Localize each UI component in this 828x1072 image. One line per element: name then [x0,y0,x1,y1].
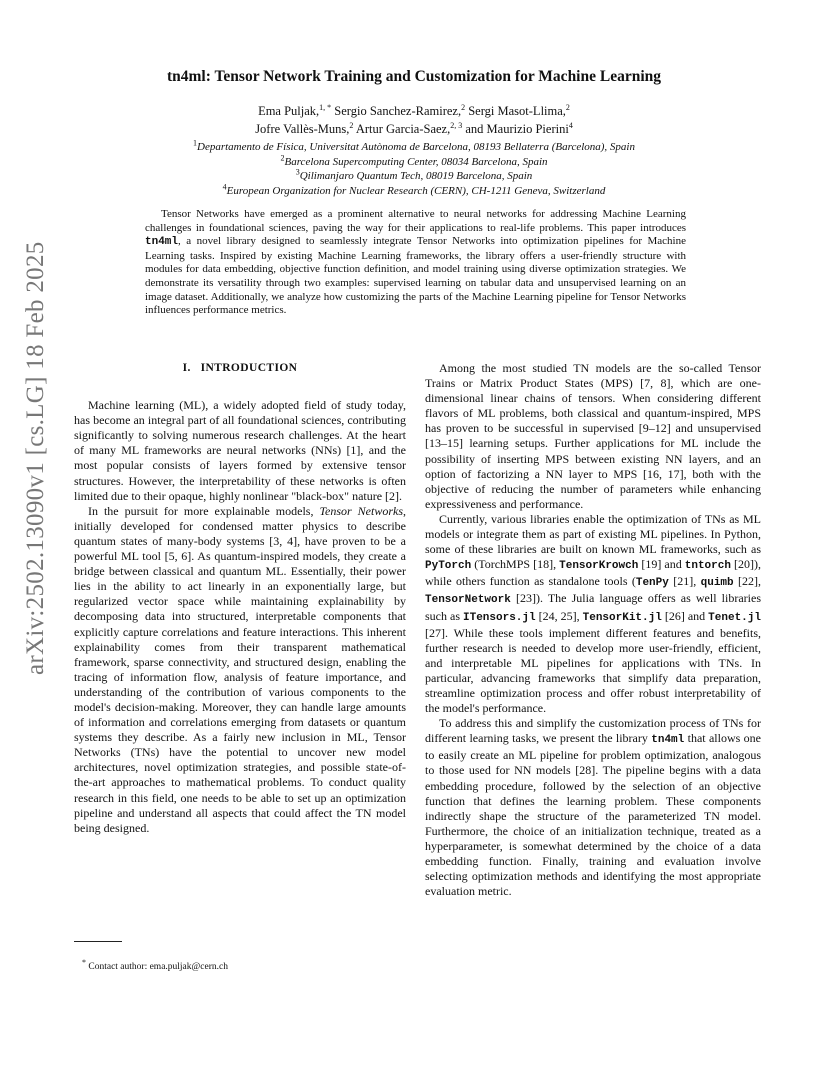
library-name: tntorch [684,560,731,573]
library-name: ITensors.jl [463,611,536,624]
author-affil-mark: 4 [568,120,573,130]
library-name: TenPy [635,577,669,590]
footnote: * Contact author: ema.puljak@cern.ch [82,957,228,972]
author-line-2 [80,120,748,138]
affiliation: $^1$Departamento de Física, Universitat Autònoma de Barcelona, 08193 Bellaterra (Barcelona), Spain [193,138,635,153]
author-affil-mark: 2, 3 [450,120,463,130]
library-name: tn4ml [651,734,685,747]
library-name: TensorNetwork [425,594,511,607]
author-name: and Maurizio Pierini [465,122,569,136]
paragraph: Machine learning (ML), a widely adopted field of study today, has become an integral part of all foundational sciences, contributing significantly to solving numerous research challenges. At the heart of many ML frameworks are neural networks (NNs) [1], and the most popular consists of layers formed by extensive tensor structures. However, the interpretability of these networks is often limited due to their opaque, highly nonlinear "black-box" nature [2]. [74,398,406,503]
author-affil-mark: 2 [349,120,354,130]
paper-title: tn4ml: Tensor Network Training and Customization for Machine Learning [166,68,662,85]
author-name: Ema Puljak, [258,104,320,118]
author-name: Sergi Masot-Llima, [468,104,566,118]
contact-author: Contact author: ema.puljak@cern.ch [88,962,228,972]
author-affil-mark: 2 [461,102,466,112]
arxiv-identifier: arXiv:2502.13090v1 [cs.LG] 18 Feb 2025 [22,241,49,675]
left-column [74,361,406,836]
library-name: PyTorch [425,560,472,573]
author-affil-mark: 1, * [319,102,332,112]
library-name: TensorKrowch [559,560,639,573]
author-affil-mark: 2 [565,102,570,112]
library-name: tn4ml [145,236,179,249]
library-name: Tenet.jl [708,611,761,624]
paragraph: Among the most studied TN models are the so-called Tensor Trains or Matrix Product States (MPS) [7, 8], which are one-dimensional linear chains of tensors. When considering different flavors of ML problems, both classical and quantum-inspired, MPS has proven to be successful in supervised [9–12] and unsupervised [13–15] learning setups. Further applications for ML include the possibility of inserting MPS between existing NN layers, and an option of factorizing a NN layer to MPS [16, 17], both with the objective of reducing the number of parameters while enhancing expressiveness and performance. [425,361,761,511]
abstract: Tensor Networks have emerged as a prominent alternative to neural networks for addressing Machine Learning challenges in foundational sciences, paving the way for their applications to real-life problems. This paper introduces tn4ml, a novel library designed to seamlessly integrate Tensor Networks into optimization pipelines for Machine Learning tasks. Inspired by existing Machine Learning frameworks, the library offers a user-friendly structure with modules for data embedding, objective function definition, and model training using diverse optimization strategies. We demonstrate its versatility through two examples: supervised learning on tabular data and unsupervised learning on an image dataset. Additionally, we analyze how customizing the parts of the Machine Learning pipeline for Tensor Networks influences performance metrics. [145,208,686,317]
footnote-divider [74,941,122,942]
paragraph: To address this and simplify the customization process of TNs for different learning tasks, we present the library tn4ml that allows one to easily create an ML pipeline for problem optimization, analogous to those used for NN models [28]. The pipeline begins with a data embedding procedure, followed by the selection of an objective function that defines the learning problem. These components indirectly shape the structure of the parameterized TN model. Furthermore, the choice of an initialization technique, treated as a hyperparameter, is somewhat determined by the choice of a data embedding function. Finally, training and evaluation involve selecting optimization methods and identifying the most appropriate evaluation metric. [425,716,762,899]
paragraph: Currently, various libraries enable the optimization of TNs as ML models or integrate them as part of existing ML pipelines. In Python, some of these libraries are built on known ML frameworks, such as PyTorch (TorchMPS [18], TensorKrowch [19] and tntorch [20]), while others function as standalone tools (TenPy [21], quimb [22], TensorNetwork [23]). The Julia language offers as well libraries such as ITensors.jl [24, 25], TensorKit.jl [26] and Tenet.jl [27]. While these tools implement different features and benefits, further research is needed to develop more user-friendly, efficient, and interpretable ML pipelines for applications with TNs. In particular, advancing frameworks that simplify data preparation, streamline optimization process and offer robust interpretability of the model's performance. [425,511,762,716]
affiliation: $^4$European Organization for Nuclear Research (CERN), CH-1211 Geneva, Switzerland [222,181,606,197]
library-name: quimb [700,577,734,590]
right-column [425,361,761,899]
library-name: TensorKit.jl [582,611,662,624]
author-name: Sergio Sanchez-Ramirez, [334,104,462,118]
author-list [80,102,748,138]
author-line-1 [80,102,748,120]
paragraph: In the pursuit for more explainable models, Tensor Networks, initially developed for condensed matter physics to describe quantum states of many-body systems [3, 4], have proven to be a powerful ML tool [5, 6]. As quantum-inspired models, they create a bridge between classical and quantum ML. Essentially, their power lies in the ability to act linearly in an exponentially large, but regularized vector space while maintaining explainability by decomposing data into structured, interpretable components that explicitly capture correlations and feature interactions. This inherent explainability comes from their transparent mathematical framework, sparse connectivity, and structured design, enabling the tracing of information flow, analysis of feature importance, and understanding of the contribution of various components to the model's decision-making. Moreover, they can handle large amounts of information and correlations emerging from datasets or quantum systems they describe. As a fairly new inclusion in ML, Tensor Networks (TNs) have the potential to uncover new model architectures, novel optimization strategies, and possible state-of-the-art approaches to mathematical problems. To conduct quality research in this field, one needs to be able to set up an optimization pipeline and understand all aspects that could affect the TN model being designed. [74,503,407,835]
author-name: Jofre Vallès-Muns, [255,122,350,136]
affiliation: $^3$Qilimanjaro Quantum Tech, 08019 Barcelona, Spain [295,167,533,182]
affiliation-list [80,140,748,198]
author-name: Artur Garcia-Saez, [355,122,451,136]
section-heading: I. INTRODUCTION [182,362,298,374]
affiliation: $^2$Barcelona Supercomputing Center, 08034 Barcelona, Spain [280,152,548,168]
